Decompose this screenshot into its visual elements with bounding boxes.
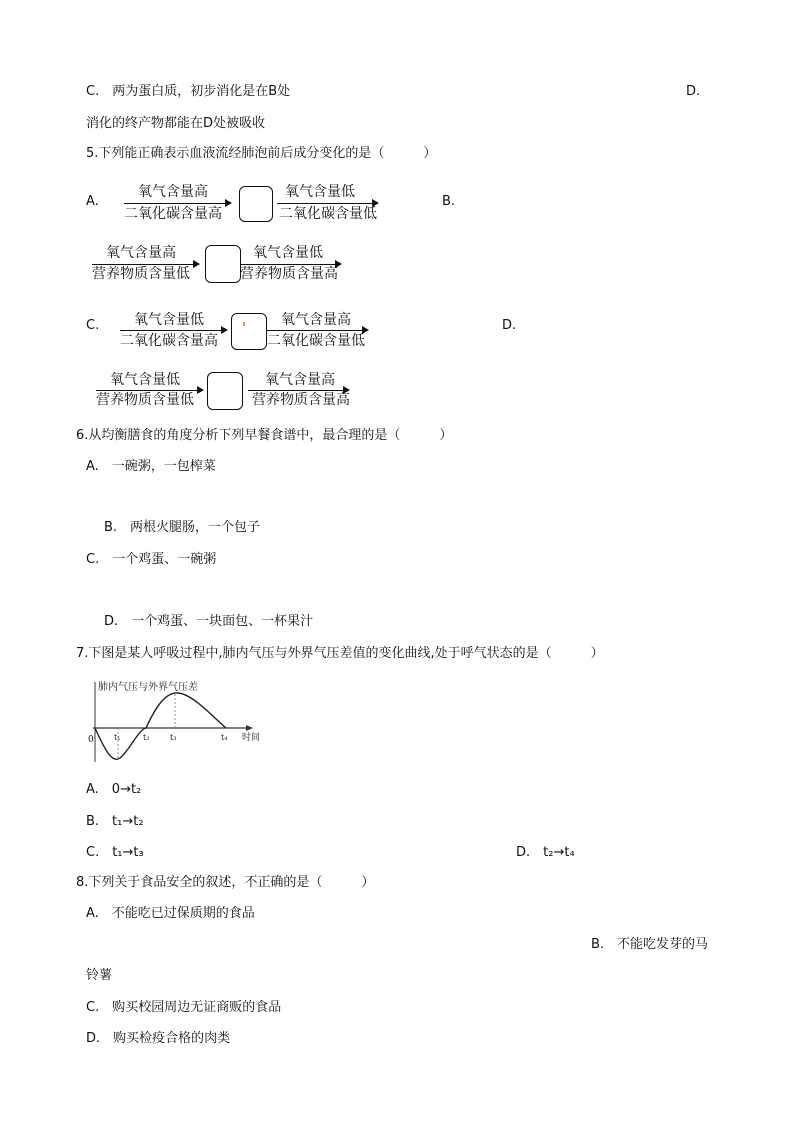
q7-option-c: C. t₁→t₃	[86, 845, 144, 860]
q5-c-left-arrow	[120, 330, 226, 331]
q5-c-left-bottom: 二氧化碳含量高	[120, 333, 218, 349]
q5-a-left-top: 氧气含量高	[138, 184, 208, 200]
q7-t4-label: t₄	[221, 733, 228, 742]
q6-option-c: C. 一个鸡蛋、一碗粥	[86, 552, 217, 567]
q7-option-a: A. 0→t₂	[86, 782, 142, 797]
q5-b-right-top: 氧气含量低	[253, 245, 323, 261]
q5-b-right-arrow	[240, 264, 340, 265]
q5-option-d-label: D.	[502, 318, 517, 333]
q5-stem: 5.下列能正确表示血液流经肺泡前后成分变化的是（ ）	[86, 146, 437, 161]
q7-t3-label: t₃	[170, 733, 177, 742]
q5-a-left-arrow	[124, 203, 230, 204]
q5-d-left-top: 氧气含量低	[110, 372, 180, 388]
q5-d-left-arrow	[96, 390, 202, 391]
q7-y-label: 肺内气压与外界气压差	[98, 682, 198, 693]
q5-b-left-bottom: 营养物质含量低	[92, 266, 190, 282]
q5-c-right-top: 氧气含量高	[281, 312, 351, 328]
q5-c-left-top: 氧气含量低	[134, 312, 204, 328]
q5-b-left-arrow	[92, 264, 198, 265]
q4-option-d-text: 消化的终产物都能在D处被吸收	[86, 116, 266, 131]
q5-c-right-bottom: 二氧化碳含量低	[267, 333, 365, 349]
q5-d-alveolus-box	[207, 372, 243, 410]
q5-option-b-label: B.	[442, 194, 456, 209]
q5-a-right-bottom: 二氧化碳含量低	[279, 206, 377, 222]
q6-option-a: A. 一碗粥，一包榨菜	[86, 459, 216, 474]
q5-c-right-arrow	[267, 330, 367, 331]
q5-option-c-label: C.	[86, 318, 100, 333]
q8-option-d: D. 购买检疫合格的肉类	[86, 1031, 231, 1046]
q6-option-d: D. 一个鸡蛋、一块面包、一杯果汁	[104, 614, 314, 629]
q8-option-a: A. 不能吃已过保质期的食品	[86, 906, 255, 921]
q8-option-b: B. 不能吃发芽的马	[591, 937, 709, 952]
q5-a-alveolus-box	[239, 186, 273, 222]
q7-t1-label: t₁	[114, 733, 121, 742]
q6-stem: 6.从均衡膳食的角度分析下列早餐食谱中，最合理的是（ ）	[76, 428, 453, 443]
q5-option-a-label: A.	[86, 194, 99, 209]
q8-option-b-continued: 铃薯	[86, 968, 113, 983]
q5-c-alveolus-box	[231, 313, 267, 350]
q7-option-b: B. t₁→t₂	[86, 814, 144, 829]
q5-b-alveolus-box	[205, 245, 241, 283]
q5-a-left-bottom: 二氧化碳含量高	[124, 206, 222, 222]
q5-a-right-arrow	[277, 203, 377, 204]
q8-option-c: C. 购买校园周边无证商贩的食品	[86, 1000, 282, 1015]
q5-b-left-top: 氧气含量高	[106, 245, 176, 261]
q7-stem: 7.下图是某人呼吸过程中,肺内气压与外界气压差值的变化曲线,处于呼气状态的是（ ）	[76, 646, 604, 661]
q8-stem: 8.下列关于食品安全的叙述，不正确的是（ ）	[76, 875, 375, 890]
q5-c-speck	[243, 322, 245, 326]
q7-pressure-graph	[86, 676, 276, 766]
q5-a-right-top: 氧气含量低	[285, 184, 355, 200]
q7-option-d: D. t₂→t₄	[516, 845, 575, 860]
q4-option-d-label: D.	[686, 84, 701, 99]
q5-d-right-arrow	[248, 390, 348, 391]
q7-x-label: 时间	[242, 733, 261, 743]
q5-b-right-bottom: 营养物质含量高	[240, 266, 338, 282]
q5-d-right-top: 氧气含量高	[265, 372, 335, 388]
q6-option-b: B. 两根火腿肠，一个包子	[104, 520, 261, 535]
q7-t2-label: t₂	[143, 733, 150, 742]
q4-option-c: C. 两为蛋白质，初步消化是在B处	[86, 84, 291, 99]
q5-d-right-bottom: 营养物质含量高	[252, 392, 350, 408]
q5-d-left-bottom: 营养物质含量低	[96, 392, 194, 408]
q7-origin-label: 0	[88, 735, 94, 745]
